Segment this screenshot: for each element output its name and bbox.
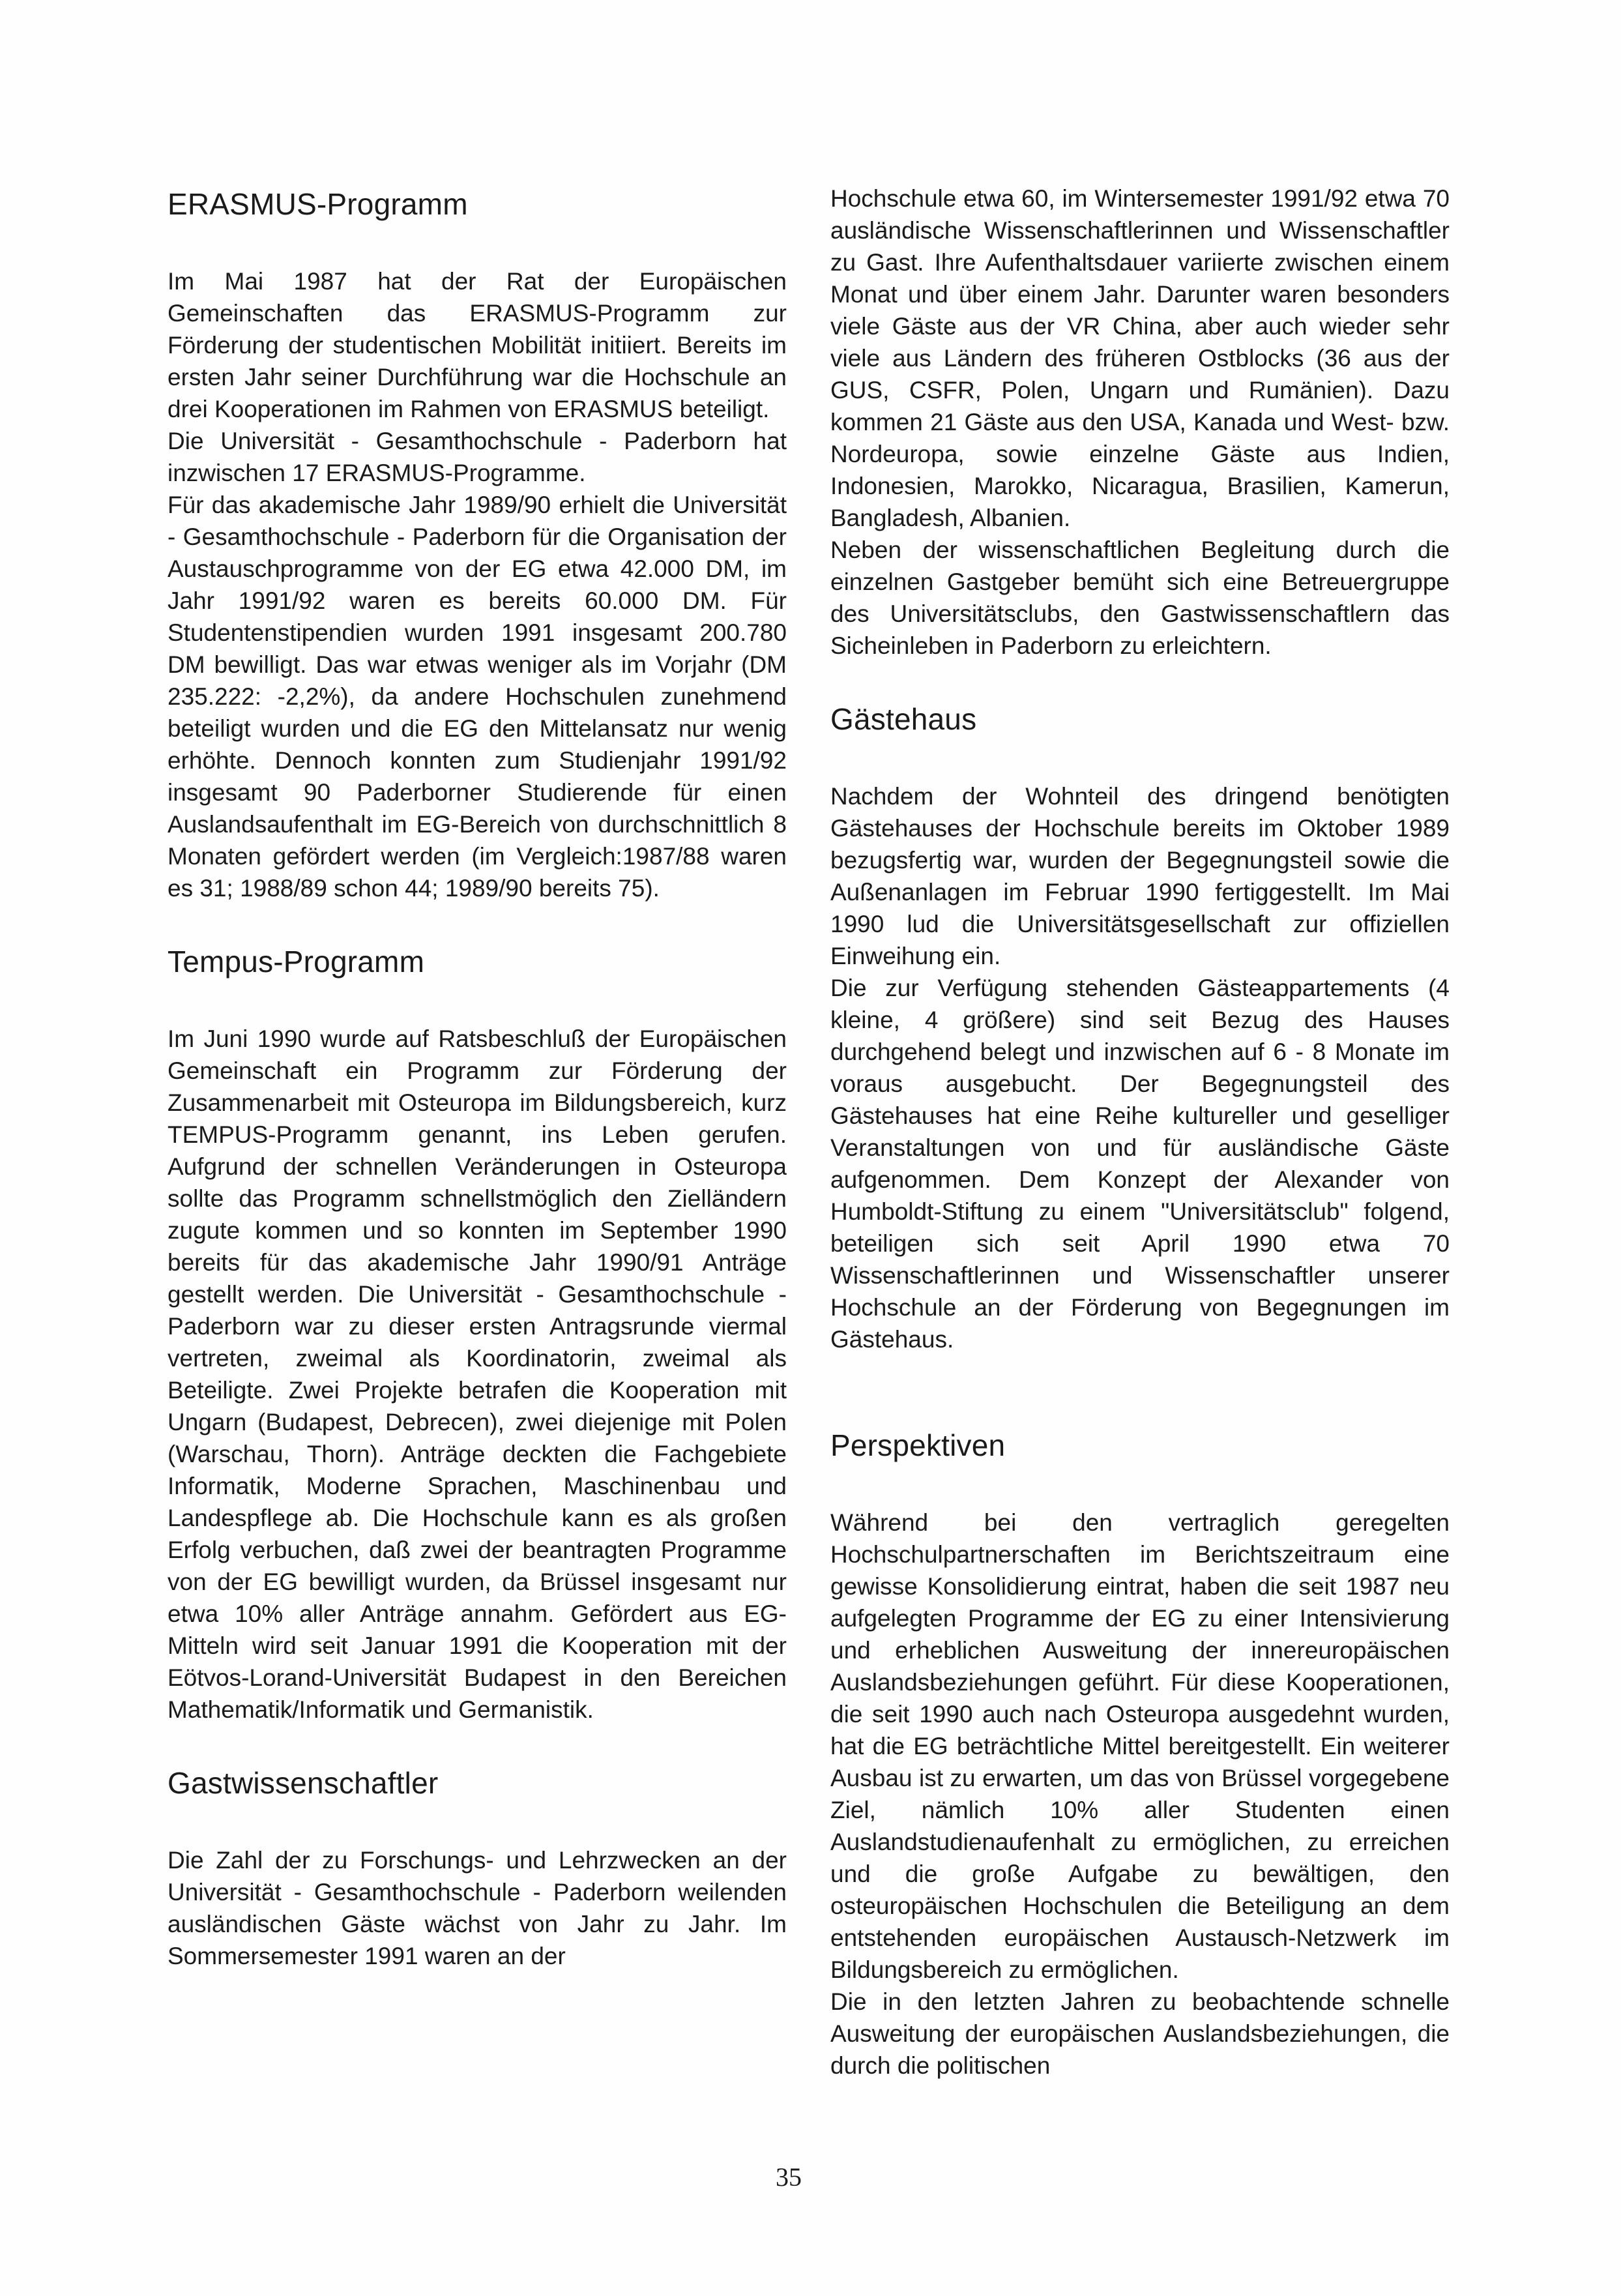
perspektiven-paragraph-2: Die in den letzten Jahren zu beobachtende schnelle Ausweitung der europäischen Auslandsbeziehungen, die durch die politischen bbox=[830, 1988, 1450, 2079]
erasmus-paragraph-3: Für das akademische Jahr 1989/90 erhielt die Universität - Gesamthochschule - Paderborn für die Organisation der Austauschprogramme von der EG etwa 42.000 DM, im Jahr 1991/92 waren es bereits 60.000 DM. Für Studentenstipendien wurden 1991 insgesamt 200.780 DM bewilligt. Das war etwas weniger als im Vorjahr (DM 235.222: -2,2%), da andere Hochschulen zunehmend beteiligt wurden und die EG den Mittelansatz nur wenig erhöhte. Dennoch konnten zum Studienjahr 1991/92 insgesamt 90 Paderborner Studierende für einen Auslandsaufenthalt im EG-Bereich von durchschnittlich 8 Monaten gefördert werden (im Vergleich:1987/88 waren es 31; 1988/89 schon 44; 1989/90 bereits 75). bbox=[168, 492, 787, 902]
heading-gastwissenschaftler: Gastwissenschaftler bbox=[168, 1766, 439, 1800]
heading-tempus: Tempus-Programm bbox=[168, 945, 425, 979]
erasmus-paragraph-1: Im Mai 1987 hat der Rat der Europäischen Gemeinschaften das ERASMUS-Programm zur Förderung der studentischen Mobilität initiiert. Bereits im ersten Jahr seiner Durchführung war die Hochschule an drei Kooperationen im Rahmen von ERASMUS beteiligt. bbox=[168, 268, 787, 422]
gastwissenschaftler-cont-paragraph-1: Hochschule etwa 60, im Wintersemester 1991/92 etwa 70 ausländische Wissenschaftlerinnen und Wissenschaftler zu Gast. Ihre Aufenthaltsdauer variierte zwischen einem Monat und über einem Jahr. Darunter waren besonders viele Gäste aus der VR China, aber auch wieder sehr viele aus Ländern des früheren Ostblocks (36 aus der GUS, CSFR, Polen, Ungarn und Rumänien). Dazu kommen 21 Gäste aus den USA, Kanada und West- bzw. Nordeuropa, sowie einzelne Gäste aus Indien, Indonesien, Marokko, Nicaragua, Brasilien, Kamerun, Bangladesh, Albanien. bbox=[830, 185, 1450, 531]
erasmus-paragraph-2: Die Universität - Gesamthochschule - Paderborn hat inzwischen 17 ERASMUS-Programme. bbox=[168, 428, 787, 486]
perspektiven-paragraph-1: Während bei den vertraglich geregelten Hochschulpartnerschaften im Berichtszeitraum eine gewisse Konsolidierung eintrat, haben die seit 1987 neu aufgelegten Programme der EG zu einer Intensivierung und erheblichen Ausweitung der innereuropäischen Auslandsbeziehungen geführt. Für diese Kooperationen, die seit 1990 auch nach Osteuropa ausgedehnt wurden, hat die EG beträchtliche Mittel bereitgestellt. Ein weiterer Ausbau ist zu erwarten, um das von Brüssel vorgegebene Ziel, nämlich 10% aller Studenten einen Auslandstudienaufenhalt zu ermöglichen, zu erreichen und die große Aufgabe zu bewältigen, den osteuropäischen Hochschulen die Beteiligung an dem entstehenden europäischen Austausch-Netzwerk im Bildungsbereich zu ermöglichen. bbox=[830, 1509, 1450, 1983]
right-column bbox=[830, 183, 1450, 2082]
heading-perspektiven: Perspektiven bbox=[830, 1428, 1006, 1462]
tempus-paragraph-1: Im Juni 1990 wurde auf Ratsbeschluß der Europäischen Gemeinschaft ein Programm zur Förderung der Zusammenarbeit mit Osteuropa im Bildungsbereich, kurz TEMPUS-Programm genannt, ins Leben gerufen. Aufgrund der schnellen Veränderungen in Osteuropa sollte das Programm schnellstmöglich den Zielländern zugute kommen und so konnten im September 1990 bereits für das akademische Jahr 1990/91 Anträge gestellt werden. Die Universität - Gesamthochschule - Paderborn war zu dieser ersten Antragsrunde viermal vertreten, zweimal als Koordinatorin, zweimal als Beteiligte. Zwei Projekte betrafen die Kooperation mit Ungarn (Budapest, Debrecen), zwei diejenige mit Polen (Warschau, Thorn). Anträge deckten die Fachgebiete Informatik, Moderne Sprachen, Maschinenbau und Landespflege ab. Die Hochschule kann es als großen Erfolg verbuchen, daß zwei der beantragten Programme von der EG bewilligt wurden, da Brüssel insgesamt nur etwa 10% aller Anträge annahm. Gefördert aus EG-Mitteln wird seit Januar 1991 die Kooperation mit der Eötvos-Lorand-Universität Budapest in den Bereichen Mathematik/Informatik und Germanistik. bbox=[168, 1025, 787, 1723]
gastwissenschaftler-cont-paragraph-2: Neben der wissenschaftlichen Begleitung durch die einzelnen Gastgeber bemüht sich eine Betreuergruppe des Universitätsclubs, den Gastwissenschaftlern das Sicheinleben in Paderborn zu erleichtern. bbox=[830, 537, 1450, 659]
page-number: 35 bbox=[776, 2162, 802, 2192]
heading-erasmus: ERASMUS-Programm bbox=[168, 187, 468, 221]
gaestehaus-paragraph-1: Nachdem der Wohnteil des dringend benötigten Gästehauses der Hochschule bereits im Oktober 1989 bezugsfertig war, wurden der Begegnungsteil sowie die Außenanlagen im Februar 1990 fertiggestellt. Im Mai 1990 lud die Universitätsgesellschaft zur offiziellen Einweihung ein. bbox=[830, 783, 1450, 969]
left-column bbox=[168, 186, 787, 1972]
gaestehaus-paragraph-2: Die zur Verfügung stehenden Gästeappartements (4 kleine, 4 größere) sind seit Bezug des Hauses durchgehend belegt und inzwischen auf 6 - 8 Monate im voraus ausgebucht. Der Begegnungsteil des Gästehauses hat eine Reihe kultureller und geselliger Veranstaltungen von und für ausländische Gäste aufgenommen. Dem Konzept der Alexander von Humboldt-Stiftung zu einem "Universitätsclub" folgend, beteiligen sich seit April 1990 etwa 70 Wissenschaftlerinnen und Wissenschaftler unserer Hochschule an der Förderung von Begegnungen im Gästehaus. bbox=[830, 975, 1450, 1353]
gastwissenschaftler-paragraph-1: Die Zahl der zu Forschungs- und Lehrzwecken an der Universität - Gesamthochschule - Paderborn weilenden ausländischen Gäste wächst von Jahr zu Jahr. Im Sommersemester 1991 waren an der bbox=[168, 1847, 787, 1969]
heading-gaestehaus: Gästehaus bbox=[830, 702, 977, 736]
